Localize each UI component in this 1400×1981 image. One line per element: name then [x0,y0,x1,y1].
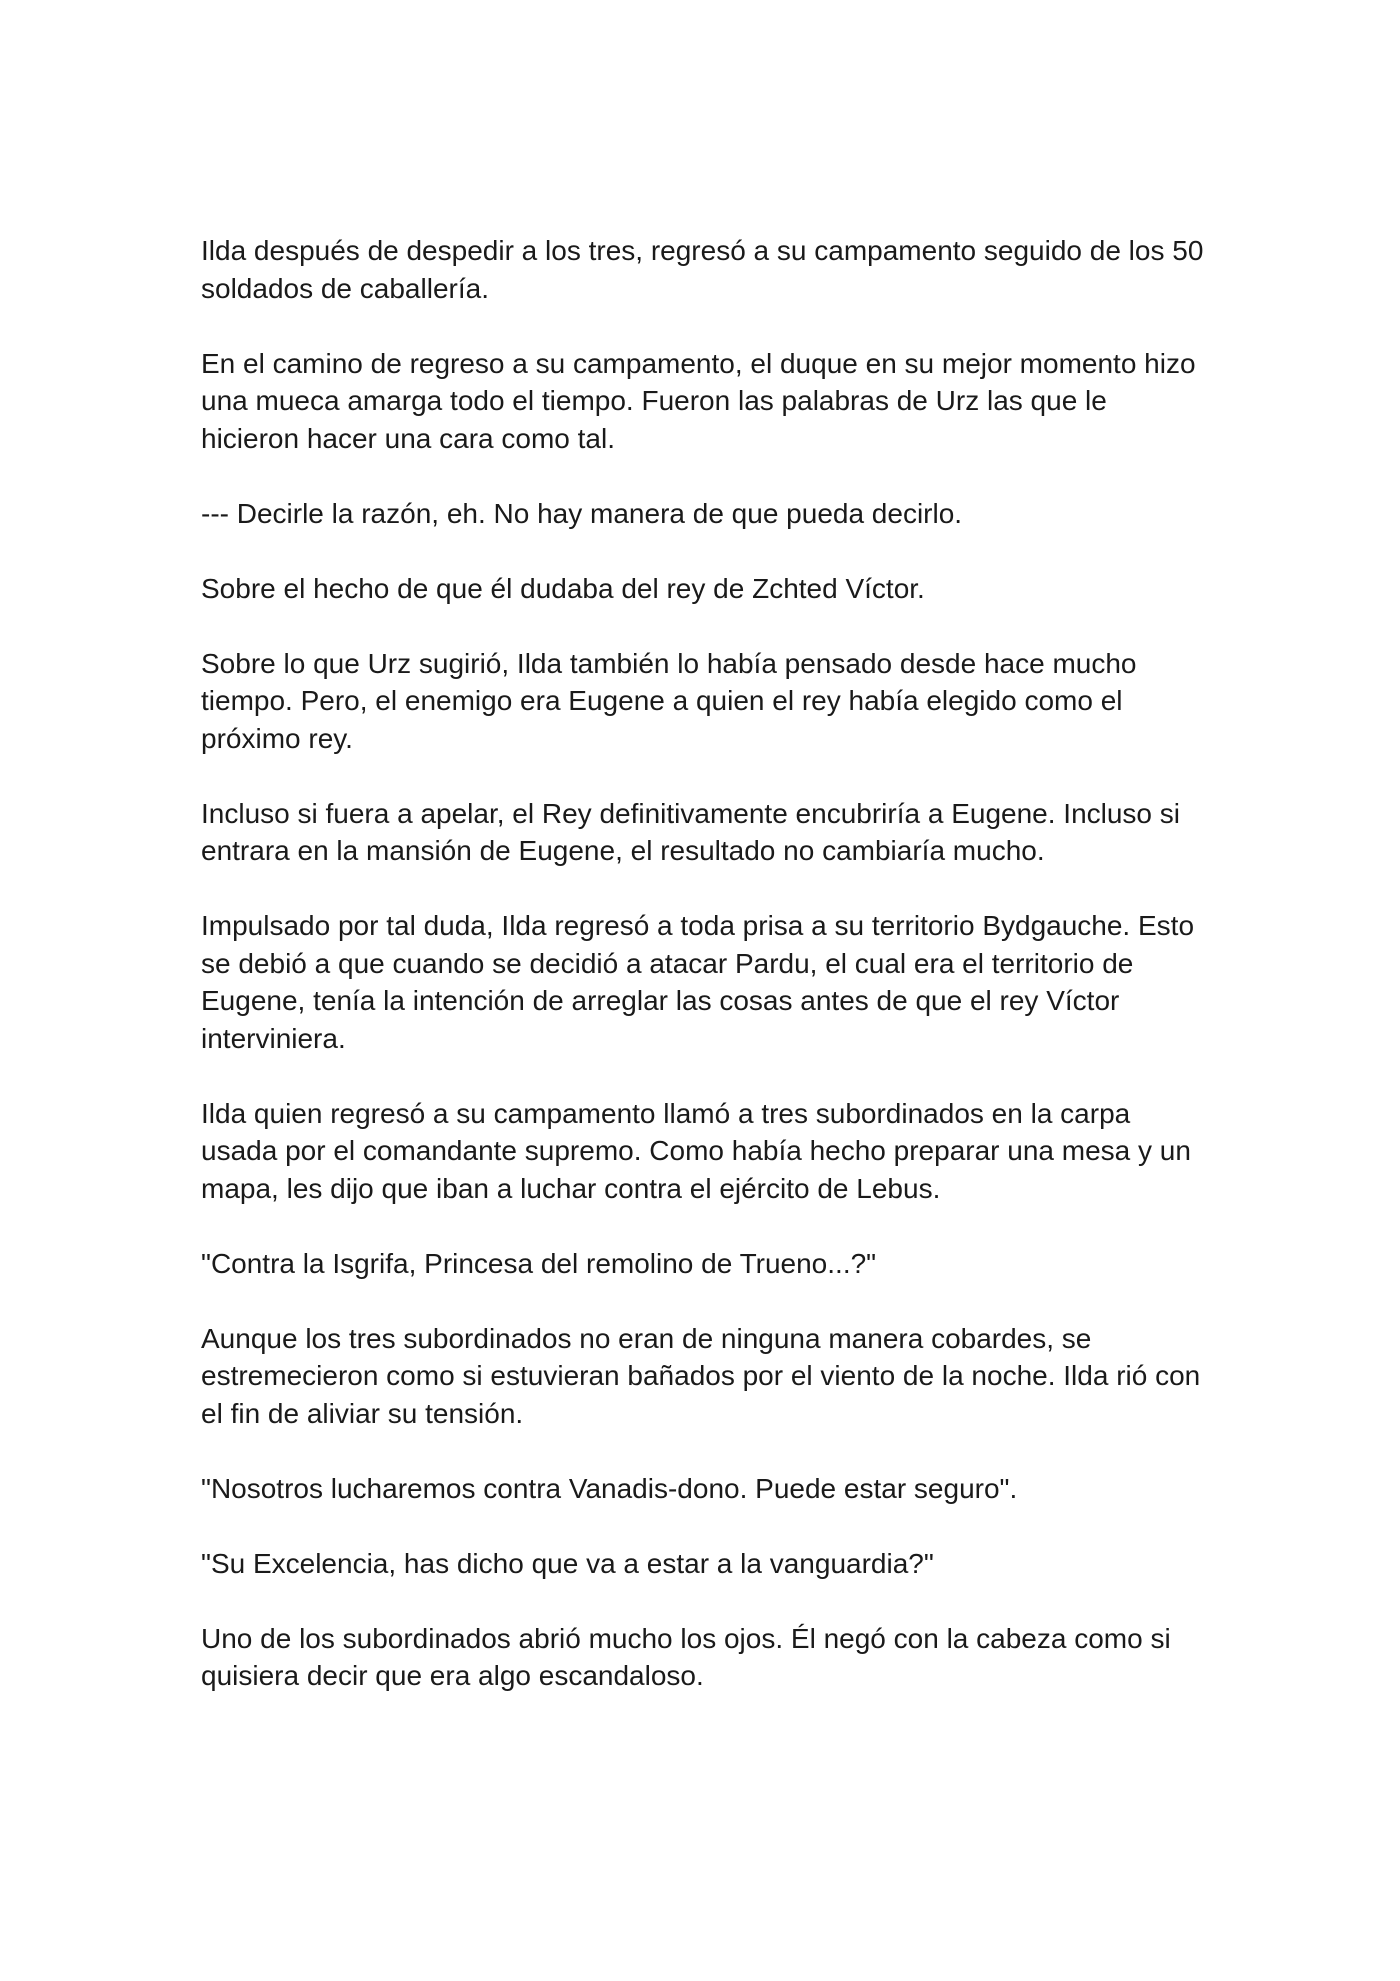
paragraph-4: Sobre el hecho de que él dudaba del rey de Zchted Víctor. [201,572,925,604]
paragraph-5: Sobre lo que Urz sugirió, Ilda también lo había pensado desde hace mucho tiempo. Pero, el enemigo era Eugene a quien el rey había elegido como el próximo rey. [201,647,1137,754]
paragraph-6: Incluso si fuera a apelar, el Rey definitivamente encubriría a Eugene. Incluso si entrara en la mansión de Eugene, el resultado no cambiaría mucho. [201,797,1181,866]
paragraph-1: Ilda después de despedir a los tres, regresó a su campamento seguido de los 50 soldados de caballería. [201,235,1204,304]
paragraph-2: En el camino de regreso a su campamento, el duque en su mejor momento hizo una mueca amarga todo el tiempo. Fueron las palabras de Urz las que le hicieron hacer una cara como tal. [201,347,1196,454]
paragraph-3: --- Decirle la razón, eh. No hay manera de que pueda decirlo. [201,497,963,529]
paragraph-13: Uno de los subordinados abrió mucho los ojos. Él negó con la cabeza como si quisiera decir que era algo escandaloso. [201,1622,1171,1691]
paragraph-11: "Nosotros lucharemos contra Vanadis-dono. Puede estar seguro". [201,1472,1018,1504]
document-body [201,232,1211,1695]
paragraph-8: Ilda quien regresó a su campamento llamó a tres subordinados en la carpa usada por el comandante supremo. Como había hecho preparar una mesa y un mapa, les dijo que iban a luchar contra el ejército de Lebus. [201,1097,1191,1204]
paragraph-10: Aunque los tres subordinados no eran de ninguna manera cobardes, se estremecieron como si estuvieran bañados por el viento de la noche. Ilda rió con el fin de aliviar su tensión. [201,1322,1201,1429]
paragraph-7: Impulsado por tal duda, Ilda regresó a toda prisa a su territorio Bydgauche. Esto se debió a que cuando se decidió a atacar Pardu, el cual era el territorio de Eugene, tenía la intención de arreglar las cosas antes de que el rey Víctor interviniera. [201,910,1195,1054]
paragraph-12: "Su Excelencia, has dicho que va a estar a la vanguardia?" [201,1547,934,1579]
paragraph-9: "Contra la Isgrifa, Princesa del remolino de Trueno...?" [201,1247,877,1279]
